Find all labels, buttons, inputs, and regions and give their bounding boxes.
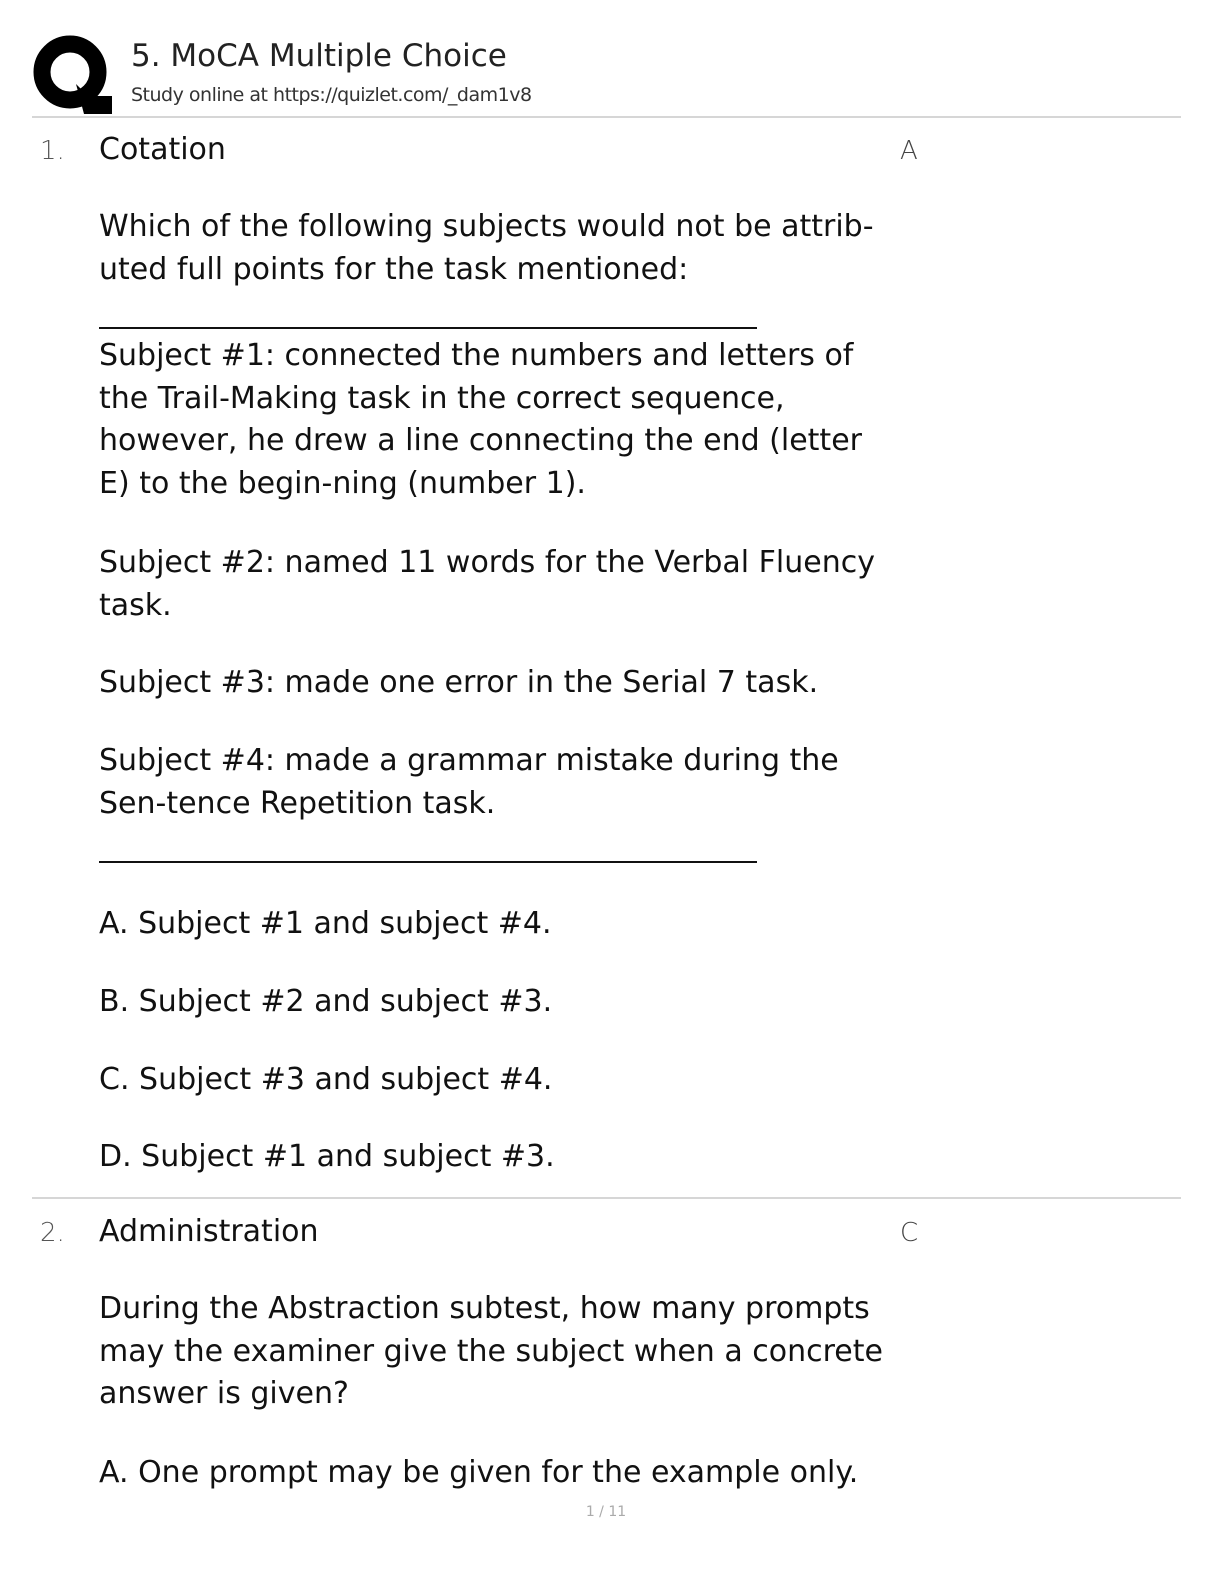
question-number: 1. xyxy=(40,136,65,166)
answer-option: C. Subject #3 and subject #4. xyxy=(99,1062,553,1097)
question-divider xyxy=(32,1197,1181,1199)
subject-statement: Subject #4: made a grammar mistake during the Sen-tence Repetition task. xyxy=(99,743,839,821)
header-divider xyxy=(32,116,1181,118)
page-number: 1 / 11 xyxy=(585,1504,627,1520)
answer-option: A. One prompt may be given for the example only. xyxy=(99,1455,859,1490)
subject-statement: Subject #1: connected the numbers and letters of the Trail-Making task in the correct sequence, however, he drew a line connecting the end (letter E) to the begin-ning (number 1). xyxy=(99,338,862,501)
answer-option: D. Subject #1 and subject #3. xyxy=(99,1139,555,1174)
question-prompt: Which of the following subjects would not be attrib-uted full points for the task mentioned: xyxy=(99,209,874,287)
question-prompt: During the Abstraction subtest, how many prompts may the examiner give the subject when a concrete answer is given? xyxy=(99,1291,883,1411)
question-number: 2. xyxy=(40,1218,65,1248)
question-answer: A xyxy=(900,136,918,166)
document-title: 5. MoCA Multiple Choice xyxy=(131,38,507,74)
answer-option: B. Subject #2 and subject #3. xyxy=(99,984,553,1019)
question-term: Administration xyxy=(99,1214,319,1249)
answer-option: A. Subject #1 and subject #4. xyxy=(99,906,552,941)
quizlet-logo-icon xyxy=(32,34,112,114)
subject-statement: Subject #2: named 11 words for the Verbal Fluency task. xyxy=(99,545,875,623)
question-answer: C xyxy=(900,1218,919,1248)
separator-line xyxy=(99,861,757,863)
study-online-link[interactable]: Study online at https://quizlet.com/_dam1v8 xyxy=(131,84,532,106)
question-term: Cotation xyxy=(99,132,226,167)
separator-line xyxy=(99,327,757,329)
subject-statement: Subject #3: made one error in the Serial 7 task. xyxy=(99,665,819,700)
